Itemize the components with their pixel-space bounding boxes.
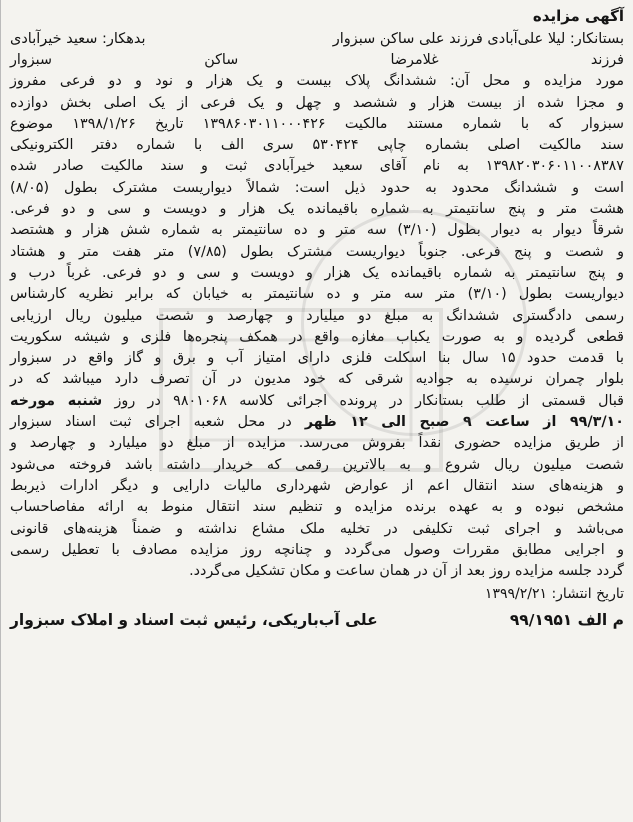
body-line: و هزینه‌های سند انتقال اعم از عوارض شهرداری مالیات دارایی و دیگر ادارات ذیربط [10,477,624,494]
auction-day: شنبه مورخه [10,392,103,409]
body-line: از طریق مزایده حضوری نقداً بفروش می‌رسد. مزایده از مبلغ دو میلیارد و چهارصد و [10,435,624,452]
debtor-text: بدهکار: سعید خیرآبادی [10,31,146,47]
body-line: سند مالکیت اصلی بشماره چاپی ۵۳۰۴۲۴ سری الف با شماره دفتر الکترونیکی [10,137,624,154]
body-line: قطعی گردیده و به صورت یکباب مغازه واقع در همکف پنجره‌ها فلزی و شیشه سکوریت [10,328,624,345]
body-line: رسمی دادگستری ششدانگ به مبلغ دو میلیارد و چهارصد و شصت میلیون ریال ارزیابی [10,307,624,324]
code-text: م الف ۹۹/۱۹۵۱ [509,611,624,630]
notice-body-2 [10,433,624,582]
notice-footer [10,607,624,633]
body-line: مورد مزایده و محل آن: ششدانگ پلاک بیست و یک هزار و نود و دو فرعی مفروز [10,73,624,90]
body-line: است و ششدانگ محدود به حدود ذیل است: شمالاً دیواریست مشترک بطول (۸/۰۵) [10,179,624,196]
body-line: بلوار چمران نرسیده به جوادیه شرقی که خود مدیون در آن تصرف دارد میباشد که در [10,371,624,388]
body-line: گردد جلسه مزایده روز بعد از آن در همان ساعت و مکان تشکیل می‌گردد. [189,563,624,580]
notice-title: آگهی مزایده [532,7,624,25]
auction-time: ۹۹/۳/۱۰ از ساعت ۹ صبح الی ۱۲ ظهر [304,414,624,431]
auction-time-line: ۹۹/۳/۱۰ از ساعت ۹ صبح الی ۱۲ ظهر در محل شعبه اجرای ثبت اسناد سبزوار [10,414,624,431]
publish-date: تاریخ انتشار: ۱۳۹۹/۲/۲۱ [484,586,624,603]
body-line: فرزند غلامرضا ساکن سبزوار [10,52,624,68]
body-line: سبزوار که با شماره مستند مالکیت ۱۳۹۸۶۰۳۰۱۱۰۰۰۴۲۶ تاریخ ۱۳۹۸/۱/۲۶ موضوع [10,115,624,132]
creditor-text: بستانکار: لیلا علی‌آبادی فرزند علی ساکن سبزوار [332,31,624,47]
body-line: ۱۳۹۸۲۰۳۰۶۰۱۱۰۰۸۳۸۷ به نام آقای سعید خیرآبادی ثبت و سند مالکیت صادر شده [10,158,624,175]
body-line: شرقاً دیوار به دیوار بطول (۳/۱۰) سه متر و ده سانتیمتر به شماره شش هزار و هشتصد [10,222,625,239]
signature-text: علی آب‌باریکی، رئیس ثبت اسناد و املاک سبزوار [10,611,378,630]
body-line: دیواریست بطول (۳/۱۰) متر سه متر و ده سانتیمتر به خیابان که برابر نظریه کارشناس [10,286,624,303]
body-line: و مجزا شده از بیست هزار و ششصد و چهل و یک فرعی از یک اصلی بخش دوازده [10,94,624,111]
body-line: مشخص نبوده و به عهده برنده مزایده و تنظیم سند انتقال منوط به ارائه مفاصاحساب [10,499,624,516]
notice-body [10,50,624,391]
parties-row [10,28,624,50]
body-line: با قدمت حدود ۱۵ سال بنا اسکلت فلزی دارای امتیاز آب و برق و گاز واقع در سبزوار [10,350,624,367]
body-line: می‌باشد و اجرای ثبت تکلیفی در تخلیه ملک مشاع نداشته و ضمناً هزینه‌های قانونی [10,520,624,537]
body-line: و اجرایی مطابق مقررات وصول می‌گردد و چنانچه روز مزایده مصادف با تعطیل رسمی [10,541,624,558]
auction-schedule-line: قبال قسمتی از طلب بستانکار در پرونده اجرائی کلاسه ۹۸۰۱۰۶۸ در روز شنبه مورخه [10,392,624,409]
body-line: شصت میلیون ریال شروع و به بالاترین رقمی که خریدار داشته باشد فروخته می‌شود [10,456,624,473]
body-line: هشت متر و پنج سانتیمتر به شماره باقیمانده یک هزار و دویست و سی و دو فرعی. [10,201,624,218]
body-line: و پنج سانتیمتر به شماره باقیمانده یک هزار و دویست و سی و دو فرعی. غرباً درب و [10,264,624,281]
body-line: و شصت و پنج فرعی. جنوباً دیواریست مشترک بطول (۷/۸۵) متر هفت متر و هشتاد [10,243,624,260]
